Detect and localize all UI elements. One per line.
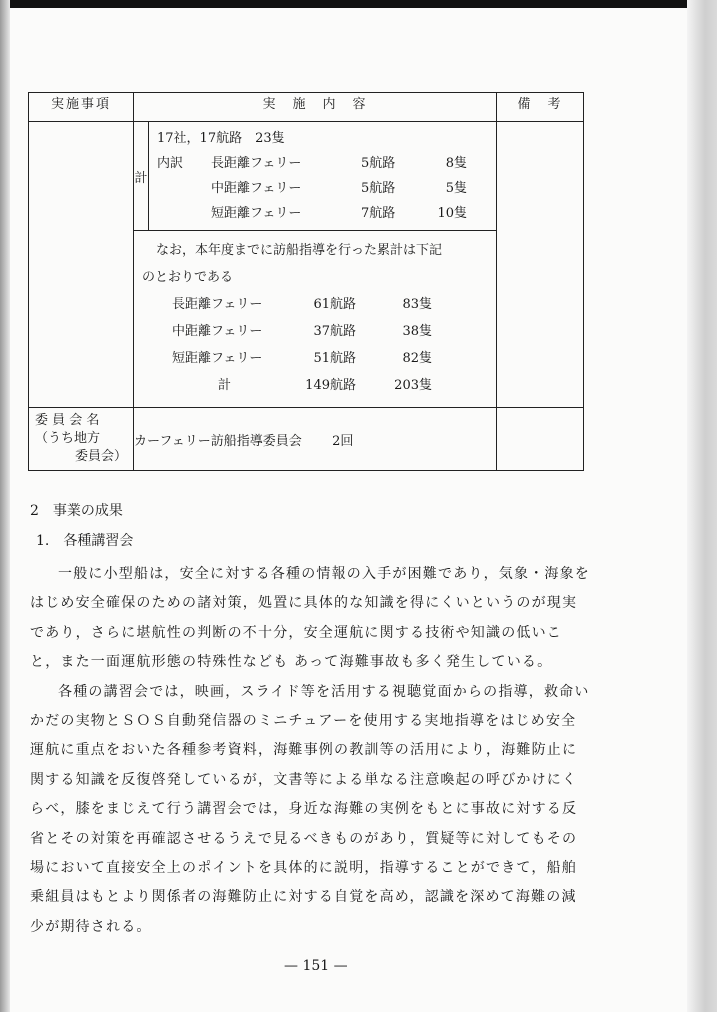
- scan-right-edge: [687, 0, 717, 1012]
- committee-value: カーフェリー訪船指導委員会: [134, 433, 302, 449]
- breakdown-row: [157, 201, 488, 226]
- section-heading: 2 事業の成果: [30, 503, 123, 519]
- breakdown-routes: 7航路: [361, 206, 396, 221]
- cumulative-type: 短距離フェリー: [172, 351, 263, 366]
- breakdown-type: 長距離フェリー: [211, 156, 302, 171]
- breakdown-ships: 10隻: [437, 206, 467, 221]
- kei-label: 計: [134, 122, 149, 231]
- cumulative-row: [142, 345, 488, 372]
- breakdown-row: [157, 176, 488, 201]
- committee-label: （うち地方: [35, 431, 101, 446]
- breakdown-type: 短距離フェリー: [211, 206, 302, 221]
- note-line: なお，本年度までに訪船指導を行った累計は下記: [156, 243, 443, 258]
- page-number: — 151 —: [284, 958, 348, 974]
- breakdown-ships: 5隻: [445, 181, 467, 196]
- committee-value-cell: [134, 408, 497, 471]
- cumulative-routes: 51航路: [313, 351, 356, 366]
- cumulative-row: [142, 318, 488, 345]
- committee-remarks-empty: [497, 408, 584, 471]
- cumulative-ships: 83隻: [402, 297, 432, 312]
- subsection-heading: 1. 各種講習会: [36, 533, 134, 549]
- paragraph: 一般に小型船は，安全に対する各種の情報の入手が困難であり，気象・海象をはじめ安全確保のための諸対策，処置に具体的な知識を得にくいというのが現実であり，さらに堪航性の判断の不十分，安全運航に関する技術や知識の低いこと，また一面運航形態の特殊性なども あって海難事故も多く発生している。: [30, 566, 590, 671]
- cumulative-row: [142, 291, 488, 318]
- scan-top-edge: [0, 0, 717, 8]
- paragraph: 各種の講習会では，映画，スライド等を活用する視聴覚面からの指導，救命いかだの実物とＳＯＳ自動発信器のミニチュアーを使用する実地指導をはじめ安全運航に重点をおいた各種参考資料，海難事例の教訓等の活用により，海難防止に関する知識を反復啓発しているが，文書等による単なる注意喚起の呼びかけにくらべ，膝をまじえて行う講習会では，身近な海難の実例をもとに事故に対する反省とその対策を再確認させるうえで見るべきものがあり，質疑等に対してもその場において直接安全上のポイントを具体的に説明，指導することができて，船舶乗組員はもとより関係者の海難防止に対する自覚を高め，認識を深めて海難の減少が期待される。: [30, 683, 590, 935]
- breakdown-routes: 5航路: [361, 156, 396, 171]
- committee-label: 委員会）: [74, 449, 127, 464]
- header-remarks: 備 考: [497, 93, 584, 122]
- total-label: 計: [218, 378, 232, 393]
- item-cell-empty: [29, 122, 134, 408]
- total-routes: 149航路: [305, 378, 356, 393]
- header-content: 実 施 内 容: [134, 93, 497, 122]
- cumulative-cell: [134, 231, 497, 408]
- cumulative-type: 中距離フェリー: [172, 324, 263, 339]
- breakdown-routes: 5航路: [361, 181, 396, 196]
- cumulative-routes: 61航路: [313, 297, 356, 312]
- cumulative-total-row: [142, 372, 488, 399]
- body-text: [30, 560, 590, 942]
- summary-cell: [149, 122, 497, 231]
- breakdown-type: 中距離フェリー: [211, 181, 302, 196]
- breakdown-label: 内訳: [157, 156, 184, 171]
- scan-left-edge: [0, 0, 10, 1012]
- table-row-committee: [29, 408, 584, 471]
- summary-line: 17社，17航路 23隻: [157, 131, 285, 146]
- table-header-row: [29, 93, 584, 122]
- total-ships: 203隻: [394, 378, 432, 393]
- breakdown-row: [157, 151, 488, 176]
- implementation-table: [28, 92, 584, 471]
- committee-count: 2回: [332, 433, 354, 449]
- table-row-summary: [29, 122, 584, 231]
- cumulative-type: 長距離フェリー: [172, 297, 263, 312]
- header-item: 実施事項: [29, 93, 134, 122]
- cumulative-ships: 38隻: [402, 324, 432, 339]
- committee-label-cell: [29, 408, 134, 471]
- cumulative-ships: 82隻: [402, 351, 432, 366]
- remarks-cell-empty: [497, 122, 584, 408]
- breakdown-ships: 8隻: [445, 156, 467, 171]
- committee-label: 委 員 会 名: [35, 413, 100, 428]
- cumulative-routes: 37航路: [313, 324, 356, 339]
- note-line: のとおりである: [142, 270, 234, 285]
